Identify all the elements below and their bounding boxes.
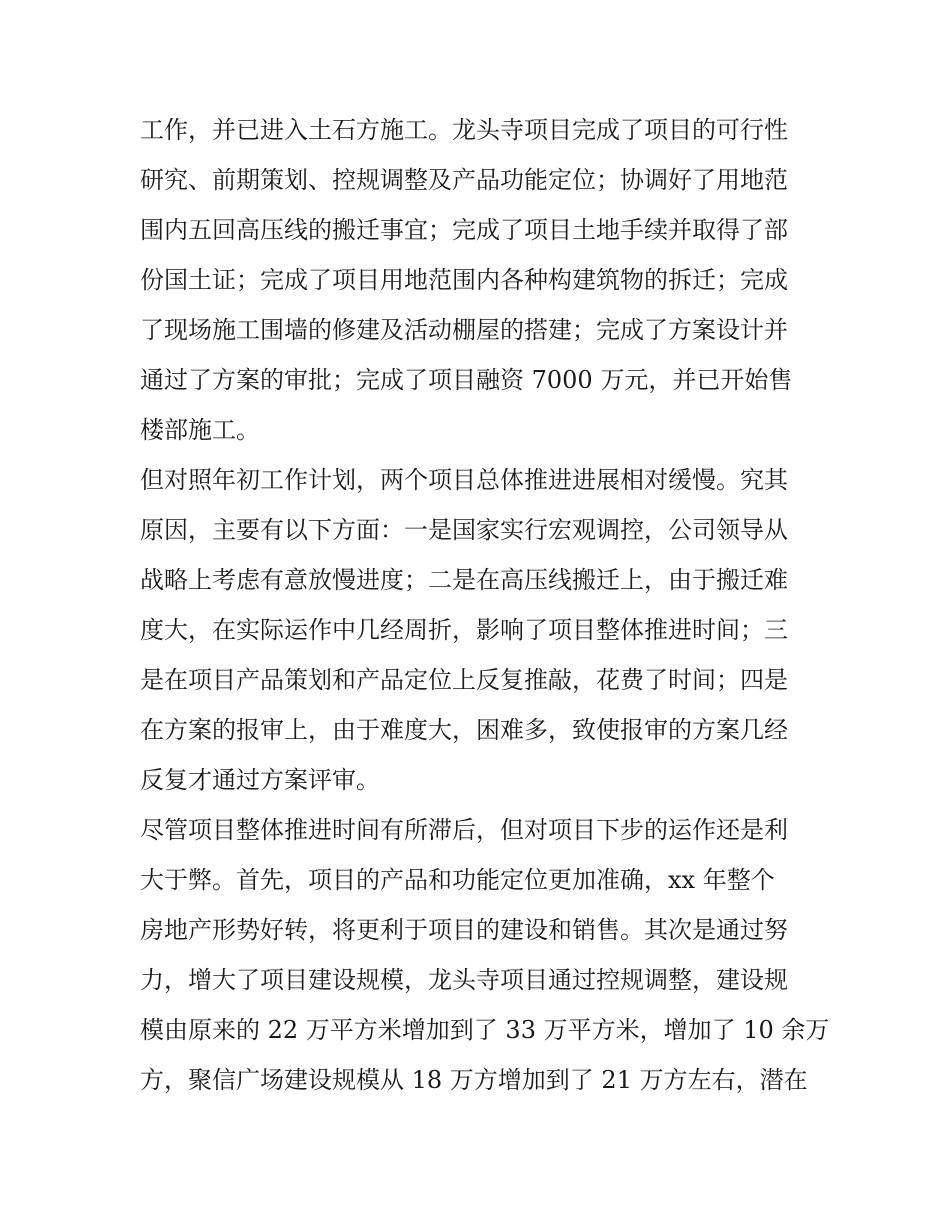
text-line: 研究、前期策划、控规调整及产品功能定位；协调好了用地范 xyxy=(140,166,788,194)
text-line: 在方案的报审上，由于难度大，困难多，致使报审的方案几经 xyxy=(140,716,788,744)
paragraph-start-line: 但对照年初工作计划，两个项目总体推进进展相对缓慢。究其 xyxy=(140,466,788,494)
text-line: 楼部施工。 xyxy=(140,416,260,444)
text-line: 围内五回高压线的搬迁事宜；完成了项目土地手续并取得了部 xyxy=(140,216,788,244)
text-line: 工作，并已进入土石方施工。龙头寺项目完成了项目的可行性 xyxy=(140,116,788,144)
text-line: 方，聚信广场建设规模从 18 万方增加到了 21 万方左右，潜在 xyxy=(140,1066,808,1094)
text-line: 战略上考虑有意放慢进度；二是在高压线搬迁上，由于搬迁难 xyxy=(140,566,788,594)
text-line: 原因，主要有以下方面：一是国家实行宏观调控，公司领导从 xyxy=(140,516,788,544)
text-line: 模由原来的 22 万平方米增加到了 33 万平方米，增加了 10 余万 xyxy=(140,1016,830,1044)
text-line: 力，增大了项目建设规模，龙头寺项目通过控规调整，建设规 xyxy=(140,966,788,994)
text-line: 房地产形势好转，将更利于项目的建设和销售。其次是通过努 xyxy=(140,916,788,944)
text-line: 了现场施工围墙的修建及活动棚屋的搭建；完成了方案设计并 xyxy=(140,316,788,344)
body-text xyxy=(140,110,830,1110)
text-line: 反复才通过方案评审。 xyxy=(140,766,380,794)
text-line: 度大，在实际运作中几经周折，影响了项目整体推进时间；三 xyxy=(140,616,788,644)
paragraph-start-line: 尽管项目整体推进时间有所滞后，但对项目下步的运作还是利 xyxy=(140,816,788,844)
text-line: 大于弊。首先，项目的产品和功能定位更加准确，xx 年整个 xyxy=(140,866,775,894)
text-line: 份国土证；完成了项目用地范围内各种构建筑物的拆迁；完成 xyxy=(140,266,788,294)
text-line: 通过了方案的审批；完成了项目融资 7000 万元，并已开始售 xyxy=(140,366,793,394)
text-line: 是在项目产品策划和产品定位上反复推敲，花费了时间；四是 xyxy=(140,666,788,694)
